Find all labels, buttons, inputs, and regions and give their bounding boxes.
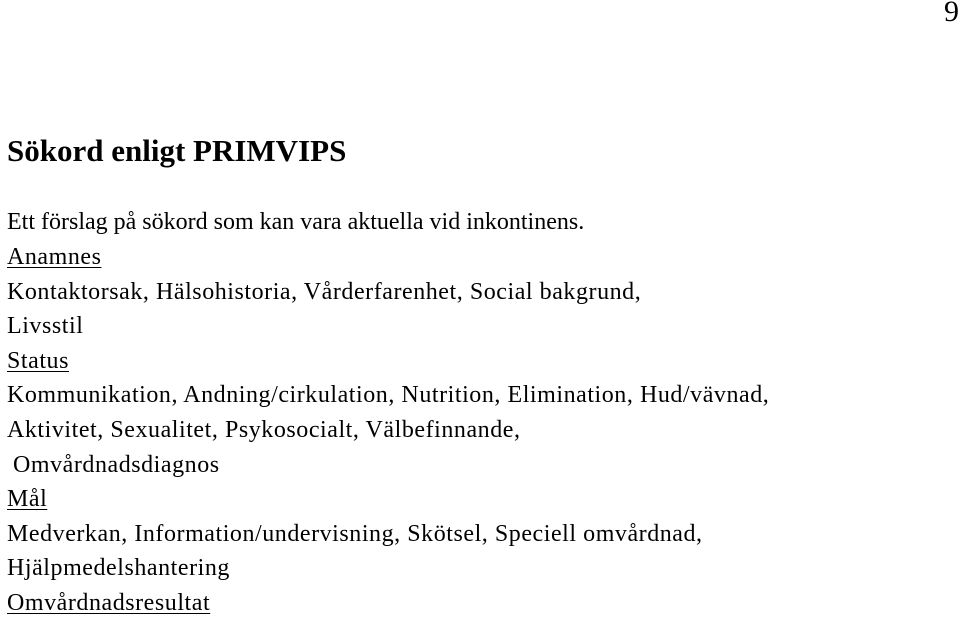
page-title: Sökord enligt PRIMVIPS	[7, 133, 347, 168]
status-line: Aktivitet, Sexualitet, Psykosocialt, Välbefinnande,	[7, 416, 521, 443]
mal-line: Hjälpmedelshantering	[7, 555, 230, 582]
heading-omvardnadsresultat: Omvårdnadsresultat	[7, 589, 211, 616]
heading-omvardnadsdiagnos: Omvårdnadsdiagnos	[13, 451, 220, 478]
heading-status: Status	[7, 347, 69, 374]
heading-mal: Mål	[7, 486, 48, 513]
status-line: Kommunikation, Andning/cirkulation, Nutrition, Elimination, Hud/vävnad,	[7, 382, 770, 409]
mal-line: Medverkan, Information/undervisning, Skötsel, Speciell omvårdnad,	[7, 520, 703, 547]
page-number: 9	[944, 0, 959, 28]
intro-text: Ett förslag på sökord som kan vara aktuella vid inkontinens.	[7, 209, 585, 235]
anamnes-line: Livsstil	[7, 313, 84, 340]
heading-anamnes: Anamnes	[7, 244, 102, 270]
keyword-list	[7, 240, 769, 621]
anamnes-line: Kontaktorsak, Hälsohistoria, Vårderfarenhet, Social bakgrund,	[7, 278, 642, 305]
